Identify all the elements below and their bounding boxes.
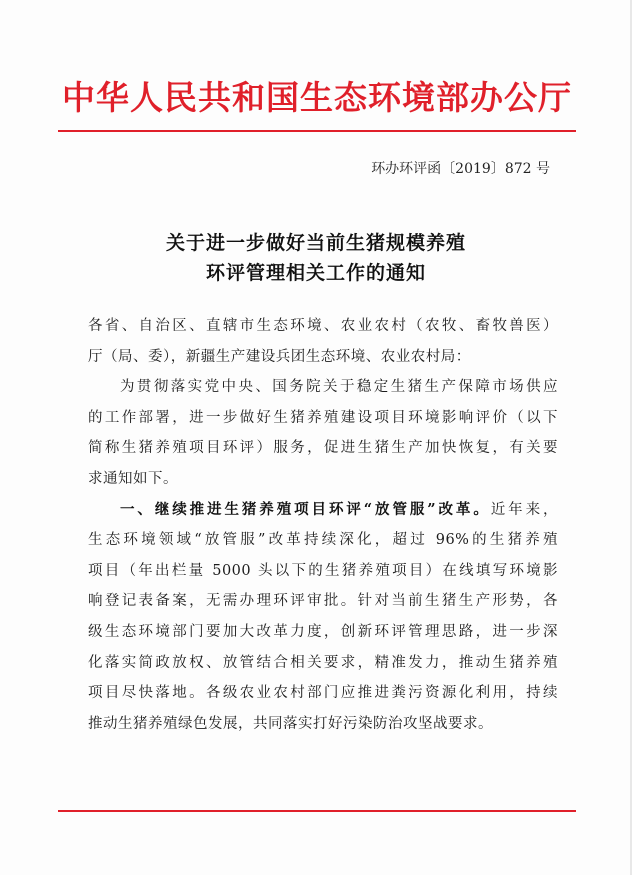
notice-title-line-2: 环评管理相关工作的通知: [205, 262, 426, 284]
section-1-line-6: 化落实简政放权、放管结合相关要求，精准发力，推动生猪养殖: [88, 654, 558, 671]
section-1-line-7: 项目尽快落地。各级农业农村部门应推进粪污资源化利用，持续: [88, 685, 558, 702]
addressees-line-2: 厅（局、委），新疆生产建设兵团生态环境、农业农村局：: [88, 348, 471, 365]
footer-red-rule: [58, 810, 576, 812]
header-red-rule: [58, 130, 576, 132]
intro-line-4: 求通知如下。: [88, 470, 178, 487]
intro-line-2: 的工作部署，进一步做好生猪养殖建设项目环境影响评价（以下: [88, 409, 558, 426]
intro-line-3: 简称生猪养殖项目环评）服务，促进生猪生产加快恢复，有关要: [88, 440, 558, 457]
notice-body: [88, 311, 558, 739]
section-1-line-2: 生态环境领域“放管服”改革持续深化，超过 96%的生猪养殖: [88, 532, 558, 549]
section-1-heading: 一、继续推进生猪养殖项目环评“放管服”改革。: [120, 500, 491, 518]
section-1-line-4: 响登记表备案，无需办理环评审批。针对当前生猪生产形势，各: [88, 593, 558, 610]
section-1-line-3: 项目（年出栏量 5000 头以下的生猪养殖项目）在线填写环境影: [88, 562, 558, 579]
document-number: 环办环评函〔2019〕872 号: [371, 161, 550, 177]
section-1-line-5: 级生态环境部门要加大改革力度，创新环评管理思路，进一步深: [88, 623, 558, 640]
notice-title-line-1: 关于进一步做好当前生猪规模养殖: [165, 232, 466, 254]
agency-header: 中华人民共和国生态环境部办公厅: [62, 78, 572, 117]
intro-line-1: 为贯彻落实党中央、国务院关于稳定生猪生产保障市场供应: [120, 379, 558, 396]
section-1-line-1: [88, 495, 558, 526]
section-1-line-1-rest: 近年来，: [490, 501, 559, 518]
section-1-line-8: 推动生猪养殖绿色发展，共同落实打好污染防治攻坚战要求。: [88, 715, 493, 732]
addressees-line-1: 各省、自治区、直辖市生态环境、农业农村（农牧、畜牧兽医）: [88, 318, 558, 334]
